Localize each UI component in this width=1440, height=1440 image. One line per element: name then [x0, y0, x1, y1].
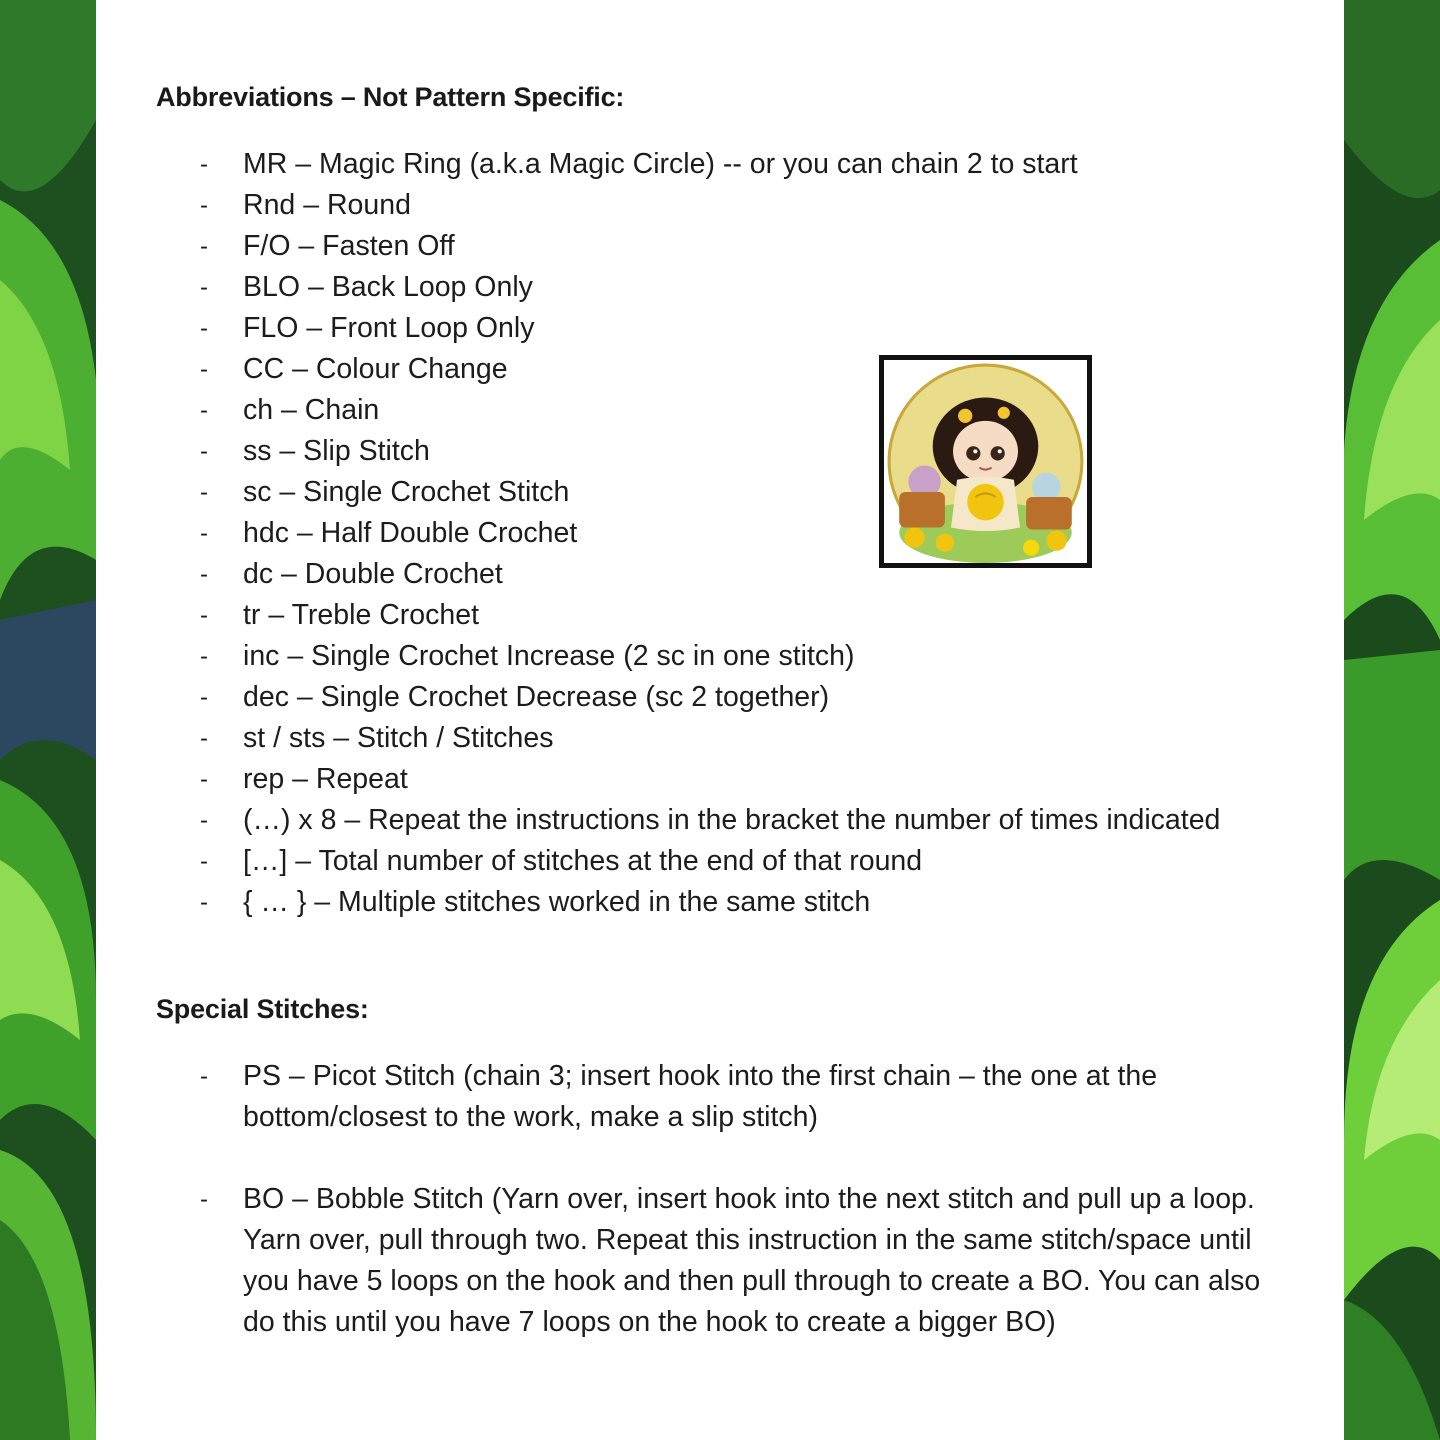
list-item-text: CC – Colour Change [243, 353, 508, 385]
list-item [96, 595, 1344, 636]
list-item [96, 882, 1344, 923]
special-stitches-heading: Special Stitches: [156, 994, 369, 1024]
list-item [96, 144, 1344, 185]
list-item [96, 349, 1344, 390]
list-item [96, 800, 1344, 841]
list-item-text: Rnd – Round [243, 189, 411, 221]
list-item [96, 513, 1344, 554]
bullet-dash: - [200, 1063, 208, 1090]
list-item-text: F/O – Fasten Off [243, 230, 455, 262]
list-item [96, 677, 1344, 718]
bullet-dash: - [200, 274, 208, 301]
list-item [96, 841, 1344, 882]
list-item [96, 431, 1344, 472]
list-item-text: { … } – Multiple stitches worked in the same stitch [243, 886, 871, 918]
bullet-dash: - [200, 233, 208, 260]
document-page [96, 0, 1344, 1440]
list-item [96, 185, 1344, 226]
list-item-text: st / sts – Stitch / Stitches [243, 722, 554, 754]
bullet-dash: - [200, 725, 208, 752]
list-item [96, 1179, 1344, 1343]
bullet-dash: - [200, 643, 208, 670]
list-item-text: BO – Bobble Stitch (Yarn over, insert hook into the next stitch and pull up a loop. Yarn over, pull through two. Repeat this instruction in the same stitch/space until you have 5 loops on the hook and then pull through to create a BO. You can also do this until you have 7 loops on the hook to create a bigger BO) [243, 1183, 1261, 1338]
list-item [96, 636, 1344, 677]
bullet-dash: - [200, 848, 208, 875]
crochet-girl-logo-icon [879, 355, 1092, 568]
list-item [96, 759, 1344, 800]
list-item-text: ss – Slip Stitch [243, 435, 430, 467]
abbreviations-list [96, 144, 1344, 923]
list-item [96, 718, 1344, 759]
list-item [96, 554, 1344, 595]
list-item [96, 308, 1344, 349]
list-item [96, 472, 1344, 513]
leaf-background-right [1344, 0, 1440, 1440]
list-item-text: hdc – Half Double Crochet [243, 517, 578, 549]
bullet-dash: - [200, 438, 208, 465]
bullet-dash: - [200, 684, 208, 711]
list-item-text: FLO – Front Loop Only [243, 312, 535, 344]
bullet-dash: - [200, 1186, 208, 1213]
bullet-dash: - [200, 315, 208, 342]
bullet-dash: - [200, 151, 208, 178]
abbreviations-heading: Abbreviations – Not Pattern Specific: [156, 82, 625, 112]
bullet-dash: - [200, 766, 208, 793]
list-item [96, 267, 1344, 308]
list-item [96, 1056, 1344, 1138]
leaf-background-left [0, 0, 96, 1440]
bullet-dash: - [200, 520, 208, 547]
list-item-text: PS – Picot Stitch (chain 3; insert hook into the first chain – the one at the bottom/closest to the work, make a slip stitch) [243, 1060, 1158, 1133]
list-item-text: tr – Treble Crochet [243, 599, 480, 631]
bullet-dash: - [200, 397, 208, 424]
special-stitches-list [96, 1056, 1344, 1384]
list-item-text: inc – Single Crochet Increase (2 sc in one stitch) [243, 640, 855, 672]
bullet-dash: - [200, 192, 208, 219]
bullet-dash: - [200, 602, 208, 629]
bullet-dash: - [200, 561, 208, 588]
list-item-text: rep – Repeat [243, 763, 408, 795]
list-item-text: […] – Total number of stitches at the end of that round [243, 845, 923, 877]
list-item-text: (…) x 8 – Repeat the instructions in the bracket the number of times indicated [243, 804, 1221, 836]
list-item [96, 390, 1344, 431]
bullet-dash: - [200, 889, 208, 916]
list-item-text: ch – Chain [243, 394, 380, 426]
bullet-dash: - [200, 807, 208, 834]
list-item-text: dec – Single Crochet Decrease (sc 2 together) [243, 681, 830, 713]
list-item-text: MR – Magic Ring (a.k.a Magic Circle) -- or you can chain 2 to start [243, 148, 1078, 180]
list-item [96, 226, 1344, 267]
bullet-dash: - [200, 479, 208, 506]
list-item-text: BLO – Back Loop Only [243, 271, 533, 303]
bullet-dash: - [200, 356, 208, 383]
list-item-text: sc – Single Crochet Stitch [243, 476, 570, 508]
list-item-text: dc – Double Crochet [243, 558, 503, 590]
